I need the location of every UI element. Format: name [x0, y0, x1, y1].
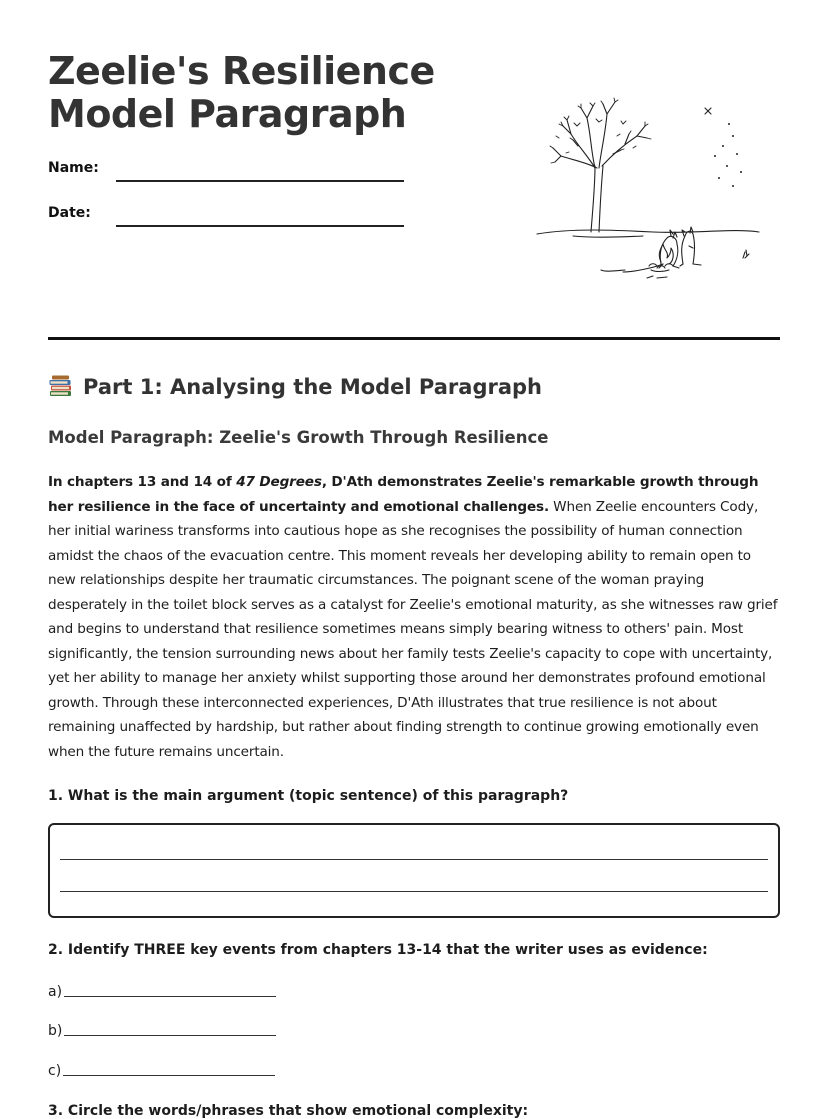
question-1: 1. What is the main argument (topic sentence) of this paragraph? — [48, 788, 569, 804]
q1-answer-line-1[interactable] — [60, 859, 768, 860]
paragraph-intro-2: , D'Ath demonstrates Zeelie's remarkable growth through her resilience in the face of uncertainty and emotional challenges. — [48, 474, 759, 515]
name-label: Name: — [48, 160, 99, 176]
date-label: Date: — [48, 205, 91, 221]
date-field[interactable] — [116, 225, 404, 227]
evidence-item-c — [48, 1063, 275, 1079]
evidence-label-c: c) — [48, 1063, 62, 1079]
q1-answer-line-2[interactable] — [60, 891, 768, 892]
model-paragraph — [48, 470, 780, 764]
evidence-label-b: b) — [48, 1023, 63, 1039]
question-2: 2. Identify THREE key events from chapters 13-14 that the writer uses as evidence: — [48, 942, 708, 958]
evidence-label-a: a) — [48, 984, 63, 1000]
evidence-field-a[interactable] — [64, 996, 276, 997]
paragraph-intro-1: In chapters 13 and 14 of — [48, 474, 237, 490]
books-icon — [48, 374, 73, 399]
q1-answer-box[interactable] — [48, 823, 780, 918]
title-line-2: Model Paragraph — [48, 92, 407, 136]
paragraph-body: When Zeelie encounters Cody, her initial wariness transforms into cautious hope as she recognises the possibility of human connection amidst the chaos of the evacuation centre. This moment reveals her developing ability to remain open to new relationships despite her traumatic circumstances. The poignant scene of the woman praying desperately in the toilet block serves as a catalyst for Zeelie's emotional maturity, as she witnesses raw grief and begins to understand that resilience sometimes means simply bearing witness to others' pain. Most significantly, the tension surrounding news about her family tests Zeelie's capacity to cope with uncertainty, yet her ability to manage her anxiety whilst supporting those around her demonstrates profound emotional growth. Through these interconnected experiences, D'Ath illustrates that true resilience is not about remaining unaffected by hardship, but rather about finding strength to continue growing emotionally even when the future remains uncertain. — [48, 498, 778, 760]
page-title — [48, 50, 435, 136]
evidence-item-b — [48, 1023, 276, 1039]
model-paragraph-heading: Model Paragraph: Zeelie's Growth Through Resilience — [48, 428, 549, 447]
evidence-field-c[interactable] — [63, 1075, 275, 1076]
title-line-1: Zeelie's Resilience — [48, 49, 435, 93]
book-title: 47 Degrees — [236, 474, 322, 490]
tree-kangaroos-campfire-illustration — [533, 96, 763, 282]
name-field[interactable] — [116, 180, 404, 182]
evidence-field-b[interactable] — [64, 1035, 276, 1036]
part1-heading — [48, 374, 542, 399]
evidence-item-a — [48, 984, 276, 1000]
part1-heading-text: Part 1: Analysing the Model Paragraph — [83, 374, 542, 399]
section-divider — [48, 337, 780, 340]
question-3: 3. Circle the words/phrases that show emotional complexity: — [48, 1103, 529, 1119]
